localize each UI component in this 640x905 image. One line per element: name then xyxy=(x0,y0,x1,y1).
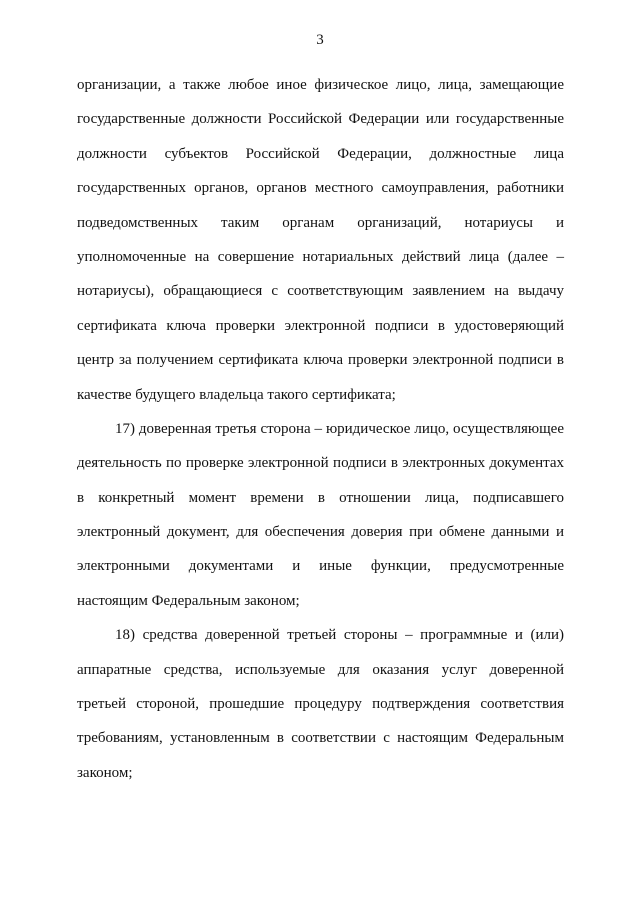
text-line: электронными документами и иные функции, предусмотренные xyxy=(77,558,564,575)
text-line: электронный документ, для обеспечения доверия при обмене данными и xyxy=(77,524,564,541)
text-line: деятельность по проверке электронной подписи в электронных документах xyxy=(77,455,564,472)
paragraph-definition-continuation xyxy=(77,68,564,412)
text-line: государственных органов, органов местного самоуправления, работники xyxy=(77,180,564,197)
paragraph-item-18 xyxy=(77,618,564,790)
text-line: подведомственных таким органам организаций, нотариусы и xyxy=(77,214,564,231)
text-line: 18) средства доверенной третьей стороны – программные и (или) xyxy=(115,627,564,644)
text-line: организации, а также любое иное физическое лицо, лица, замещающие xyxy=(77,77,564,93)
text-line: сертификата ключа проверки электронной подписи в удостоверяющий xyxy=(77,317,564,334)
text-line: государственные должности Российской Федерации или государственные xyxy=(77,111,564,128)
text-line: центр за получением сертификата ключа проверки электронной подписи в xyxy=(77,352,564,369)
text-line: требованиям, установленным в соответствии с настоящим Федеральным xyxy=(77,730,564,747)
document-body xyxy=(77,68,564,790)
text-line: 17) доверенная третья сторона – юридическое лицо, осуществляющее xyxy=(115,420,564,437)
text-line: должности субъектов Российской Федерации, должностные лица xyxy=(77,145,564,162)
text-line: качестве будущего владельца такого сертификата; xyxy=(77,386,396,403)
text-line: настоящим Федеральным законом; xyxy=(77,592,300,609)
text-line: в конкретный момент времени в отношении лица, подписавшего xyxy=(77,489,564,506)
text-line: уполномоченные на совершение нотариальных действий лица (далее – xyxy=(77,248,564,265)
page-number: 3 xyxy=(316,32,324,48)
text-line: законом; xyxy=(77,764,133,781)
text-line: третьей стороной, прошедшие процедуру подтверждения соответствия xyxy=(77,696,564,713)
text-line: аппаратные средства, используемые для оказания услуг доверенной xyxy=(77,661,564,678)
paragraph-item-17 xyxy=(77,412,564,618)
text-line: нотариусы), обращающиеся с соответствующим заявлением на выдачу xyxy=(77,283,564,300)
